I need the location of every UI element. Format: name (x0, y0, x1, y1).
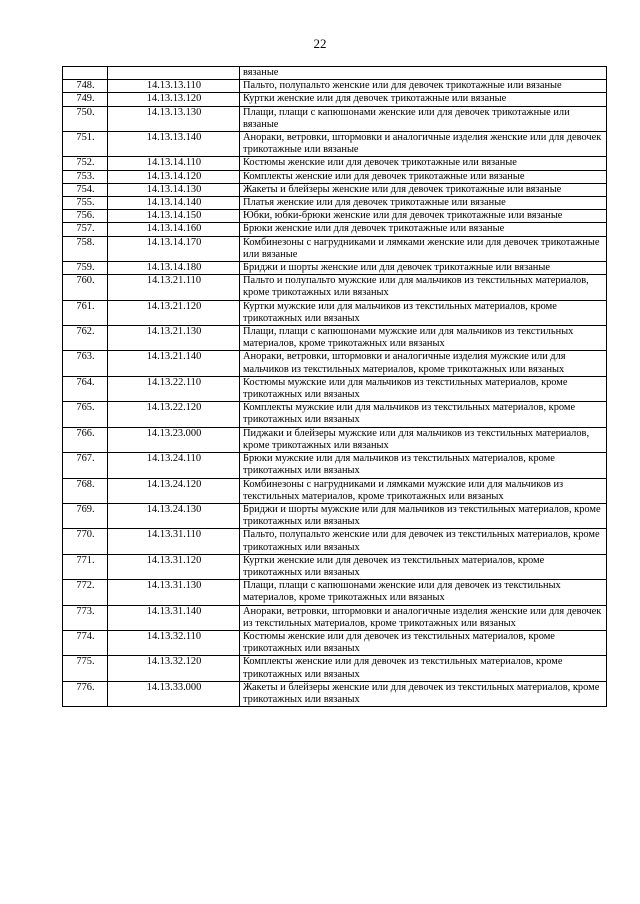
row-code: 14.13.21.140 (108, 351, 240, 376)
table-row (63, 80, 607, 93)
table-row (63, 157, 607, 170)
table-row (63, 197, 607, 210)
row-code: 14.13.21.130 (108, 326, 240, 351)
table-row (63, 503, 607, 528)
row-description: Брюки женские или для девочек трикотажные или вязаные (240, 223, 607, 236)
row-code: 14.13.23.000 (108, 427, 240, 452)
row-description: Плащи, плащи с капюшонами женские или для девочек из текстильных материалов, кроме трикотажных или вязаных (240, 580, 607, 605)
row-number: 766. (63, 427, 108, 452)
row-description: Комплекты мужские или для мальчиков из текстильных материалов, кроме трикотажных или вязаных (240, 402, 607, 427)
row-number (63, 67, 108, 80)
row-code: 14.13.22.120 (108, 402, 240, 427)
row-number: 757. (63, 223, 108, 236)
row-number: 763. (63, 351, 108, 376)
row-number: 776. (63, 681, 108, 706)
table-row (63, 132, 607, 157)
row-number: 760. (63, 275, 108, 300)
row-description: вязаные (240, 67, 607, 80)
row-number: 756. (63, 210, 108, 223)
row-number: 758. (63, 236, 108, 261)
row-number: 773. (63, 605, 108, 630)
table-row (63, 630, 607, 655)
table-row (63, 529, 607, 554)
row-code: 14.13.14.140 (108, 197, 240, 210)
row-description: Комплекты женские или для девочек трикотажные или вязаные (240, 170, 607, 183)
row-description: Анораки, ветровки, штормовки и аналогичные изделия женские или для девочек трикотажные или вязаные (240, 132, 607, 157)
table-row (63, 402, 607, 427)
row-number: 754. (63, 183, 108, 196)
table-row (63, 580, 607, 605)
row-code: 14.13.24.110 (108, 453, 240, 478)
row-description: Комплекты женские или для девочек из текстильных материалов, кроме трикотажных или вязаных (240, 656, 607, 681)
row-code: 14.13.14.180 (108, 262, 240, 275)
row-number: 774. (63, 630, 108, 655)
row-code: 14.13.32.110 (108, 630, 240, 655)
row-code: 14.13.13.110 (108, 80, 240, 93)
table-row (63, 478, 607, 503)
table-row (63, 183, 607, 196)
table-row (63, 106, 607, 131)
row-description: Костюмы женские или для девочек из текстильных материалов, кроме трикотажных или вязаных (240, 630, 607, 655)
row-code: 14.13.24.120 (108, 478, 240, 503)
row-number: 764. (63, 376, 108, 401)
table-row (63, 210, 607, 223)
row-number: 772. (63, 580, 108, 605)
row-number: 762. (63, 326, 108, 351)
row-number: 770. (63, 529, 108, 554)
row-description: Анораки, ветровки, штормовки и аналогичные изделия женские или для девочек из текстильных материалов, кроме трикотажных или вязаных (240, 605, 607, 630)
row-description: Костюмы женские или для девочек трикотажные или вязаные (240, 157, 607, 170)
row-code: 14.13.13.130 (108, 106, 240, 131)
table-row (63, 223, 607, 236)
table-row (63, 427, 607, 452)
row-description: Костюмы мужские или для мальчиков из текстильных материалов, кроме трикотажных или вязаных (240, 376, 607, 401)
table-body (63, 67, 607, 707)
row-code: 14.13.13.140 (108, 132, 240, 157)
row-description: Куртки женские или для девочек из текстильных материалов, кроме трикотажных или вязаных (240, 554, 607, 579)
row-number: 748. (63, 80, 108, 93)
row-code: 14.13.31.120 (108, 554, 240, 579)
row-code (108, 67, 240, 80)
row-code: 14.13.32.120 (108, 656, 240, 681)
row-description: Пальто, полупальто женские или для девочек трикотажные или вязаные (240, 80, 607, 93)
row-number: 775. (63, 656, 108, 681)
row-number: 769. (63, 503, 108, 528)
row-description: Куртки мужские или для мальчиков из текстильных материалов, кроме трикотажных или вязаных (240, 300, 607, 325)
row-description: Комбинезоны с нагрудниками и лямками женские или для девочек трикотажные или вязаные (240, 236, 607, 261)
row-code: 14.13.31.110 (108, 529, 240, 554)
row-description: Пальто и полупальто мужские или для мальчиков из текстильных материалов, кроме трикотажных или вязаных (240, 275, 607, 300)
row-number: 767. (63, 453, 108, 478)
row-code: 14.13.14.160 (108, 223, 240, 236)
row-number: 759. (63, 262, 108, 275)
row-number: 761. (63, 300, 108, 325)
table-row (63, 605, 607, 630)
row-code: 14.13.14.130 (108, 183, 240, 196)
row-number: 749. (63, 93, 108, 106)
row-number: 771. (63, 554, 108, 579)
row-code: 14.13.14.120 (108, 170, 240, 183)
table-row-continuation (63, 67, 607, 80)
table-row (63, 326, 607, 351)
row-description: Куртки женские или для девочек трикотажные или вязаные (240, 93, 607, 106)
row-description: Юбки, юбки-брюки женские или для девочек трикотажные или вязаные (240, 210, 607, 223)
row-number: 750. (63, 106, 108, 131)
table-row (63, 300, 607, 325)
row-number: 751. (63, 132, 108, 157)
row-code: 14.13.24.130 (108, 503, 240, 528)
row-description: Брюки мужские или для мальчиков из текстильных материалов, кроме трикотажных или вязаных (240, 453, 607, 478)
row-code: 14.13.14.150 (108, 210, 240, 223)
row-code: 14.13.31.140 (108, 605, 240, 630)
table-row (63, 170, 607, 183)
row-description: Комбинезоны с нагрудниками и лямками мужские или для мальчиков из текстильных материалов, кроме трикотажных или вязаных (240, 478, 607, 503)
table-row (63, 236, 607, 261)
row-number: 755. (63, 197, 108, 210)
page-number: 22 (313, 36, 327, 51)
table-row (63, 262, 607, 275)
row-description: Плащи, плащи с капюшонами мужские или для мальчиков из текстильных материалов, кроме трикотажных или вязаных (240, 326, 607, 351)
table-row (63, 681, 607, 706)
table-row (63, 275, 607, 300)
row-number: 768. (63, 478, 108, 503)
table-row (63, 656, 607, 681)
row-code: 14.13.13.120 (108, 93, 240, 106)
row-number: 752. (63, 157, 108, 170)
table-row (63, 453, 607, 478)
row-description: Плащи, плащи с капюшонами женские или для девочек трикотажные или вязаные (240, 106, 607, 131)
row-description: Бриджи и шорты мужские или для мальчиков из текстильных материалов, кроме трикотажных или вязаных (240, 503, 607, 528)
row-description: Жакеты и блейзеры женские или для девочек трикотажные или вязаные (240, 183, 607, 196)
row-description: Пиджаки и блейзеры мужские или для мальчиков из текстильных материалов, кроме трикотажных или вязаных (240, 427, 607, 452)
row-code: 14.13.33.000 (108, 681, 240, 706)
okpd-table (62, 66, 607, 707)
table-row (63, 376, 607, 401)
row-description: Жакеты и блейзеры женские или для девочек из текстильных материалов, кроме трикотажных или вязаных (240, 681, 607, 706)
row-description: Платья женские или для девочек трикотажные или вязаные (240, 197, 607, 210)
row-description: Анораки, ветровки, штормовки и аналогичные изделия мужские или для мальчиков из текстильных материалов, кроме трикотажных или вязаных (240, 351, 607, 376)
table-row (63, 93, 607, 106)
table-row (63, 351, 607, 376)
row-code: 14.13.31.130 (108, 580, 240, 605)
row-code: 14.13.14.110 (108, 157, 240, 170)
row-code: 14.13.21.120 (108, 300, 240, 325)
row-description: Бриджи и шорты женские или для девочек трикотажные или вязаные (240, 262, 607, 275)
table-row (63, 554, 607, 579)
row-description: Пальто, полупальто женские или для девочек из текстильных материалов, кроме трикотажных или вязаных (240, 529, 607, 554)
row-code: 14.13.22.110 (108, 376, 240, 401)
row-number: 765. (63, 402, 108, 427)
row-code: 14.13.21.110 (108, 275, 240, 300)
row-number: 753. (63, 170, 108, 183)
row-code: 14.13.14.170 (108, 236, 240, 261)
